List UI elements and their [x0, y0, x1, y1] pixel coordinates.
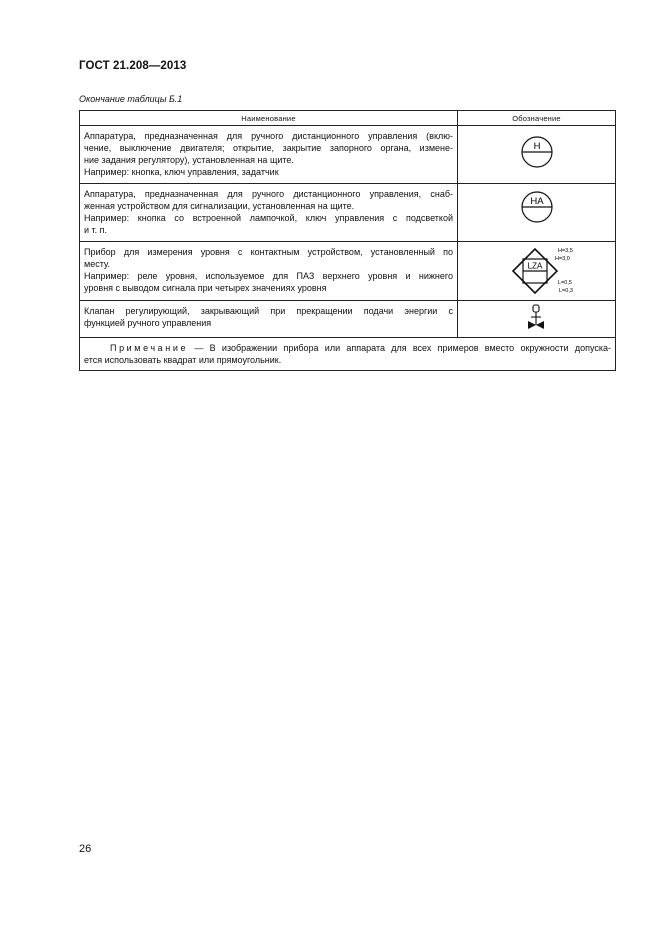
table-note — [80, 338, 616, 371]
page-number: 26 — [79, 843, 92, 855]
document-code: ГОСТ 21.208—2013 — [79, 60, 187, 72]
description-line: женная устройством для сигнализации, установленная на щите. — [84, 201, 355, 211]
description-line: Прибор для измерения уровня с контактным устройством, установленный по — [84, 247, 453, 257]
row-symbol — [458, 126, 616, 184]
description-line: уровня с выводом сигнала при четырех значениях уровня — [84, 283, 327, 293]
table-header-row — [80, 111, 616, 126]
table-row — [80, 242, 616, 301]
limit-label: L=0,3 — [558, 288, 573, 294]
table-note-row — [80, 338, 616, 371]
note-dash: — — [188, 343, 210, 353]
column-header-symbol: Обозначение — [458, 111, 616, 126]
square-in-diamond-icon — [459, 242, 615, 300]
description-line: Аппаратура, предназначенная для ручного дистанционного управления, снаб- — [84, 189, 453, 199]
description-line: Аппаратура, предназначенная для ручного дистанционного управления (вклю- — [84, 131, 453, 141]
row-description — [80, 301, 458, 338]
row-symbol — [458, 184, 616, 242]
table-row — [80, 126, 616, 184]
symbol-label: LZA — [527, 261, 542, 271]
circle-with-horizontal-line-icon — [459, 184, 615, 236]
note-line: ется использовать квадрат или прямоугольник. — [84, 355, 282, 365]
note-line — [84, 342, 611, 354]
circle-with-horizontal-line-icon — [459, 126, 615, 182]
table-row — [80, 184, 616, 242]
description-line: Клапан регулирующий, закрывающий при прекращении подачи энергии с — [84, 306, 453, 316]
description-line: ние задания регулятору), установленная на щите. — [84, 155, 294, 165]
row-description — [80, 184, 458, 242]
symbols-table — [79, 110, 616, 371]
symbol-label: HA — [529, 196, 544, 207]
table-caption: Окончание таблицы Б.1 — [79, 94, 183, 104]
limit-label: L=0,5 — [557, 280, 572, 286]
description-line: функцией ручного управления — [84, 318, 212, 328]
description-line: чение, выключение двигателя; открытие, закрытие запорного органа, измене- — [84, 143, 453, 153]
description-line: месту. — [84, 259, 111, 269]
description-line: Например: кнопка, ключ управления, задатчик — [84, 167, 279, 177]
limit-label: H=3,0 — [554, 256, 570, 262]
row-symbol — [458, 242, 616, 301]
note-label: Примечание — [110, 343, 189, 353]
column-header-name: Наименование — [80, 111, 458, 126]
limit-label: H=3,5 — [557, 248, 573, 254]
row-description — [80, 126, 458, 184]
table-row — [80, 301, 616, 338]
description-line: Например: реле уровня, используемое для ПАЗ верхнего уровня и нижнего — [84, 271, 453, 281]
row-symbol — [458, 301, 616, 338]
note-text: В изображении прибора или аппарата для всех примеров вместо окружности допуска- — [209, 343, 611, 353]
description-line: и т. п. — [84, 225, 108, 235]
symbol-label: H — [533, 141, 540, 152]
control-valve-manual-icon — [459, 301, 615, 337]
row-description — [80, 242, 458, 301]
description-line: Например: кнопка со встроенной лампочкой, ключ управления с подсветкой — [84, 213, 453, 223]
